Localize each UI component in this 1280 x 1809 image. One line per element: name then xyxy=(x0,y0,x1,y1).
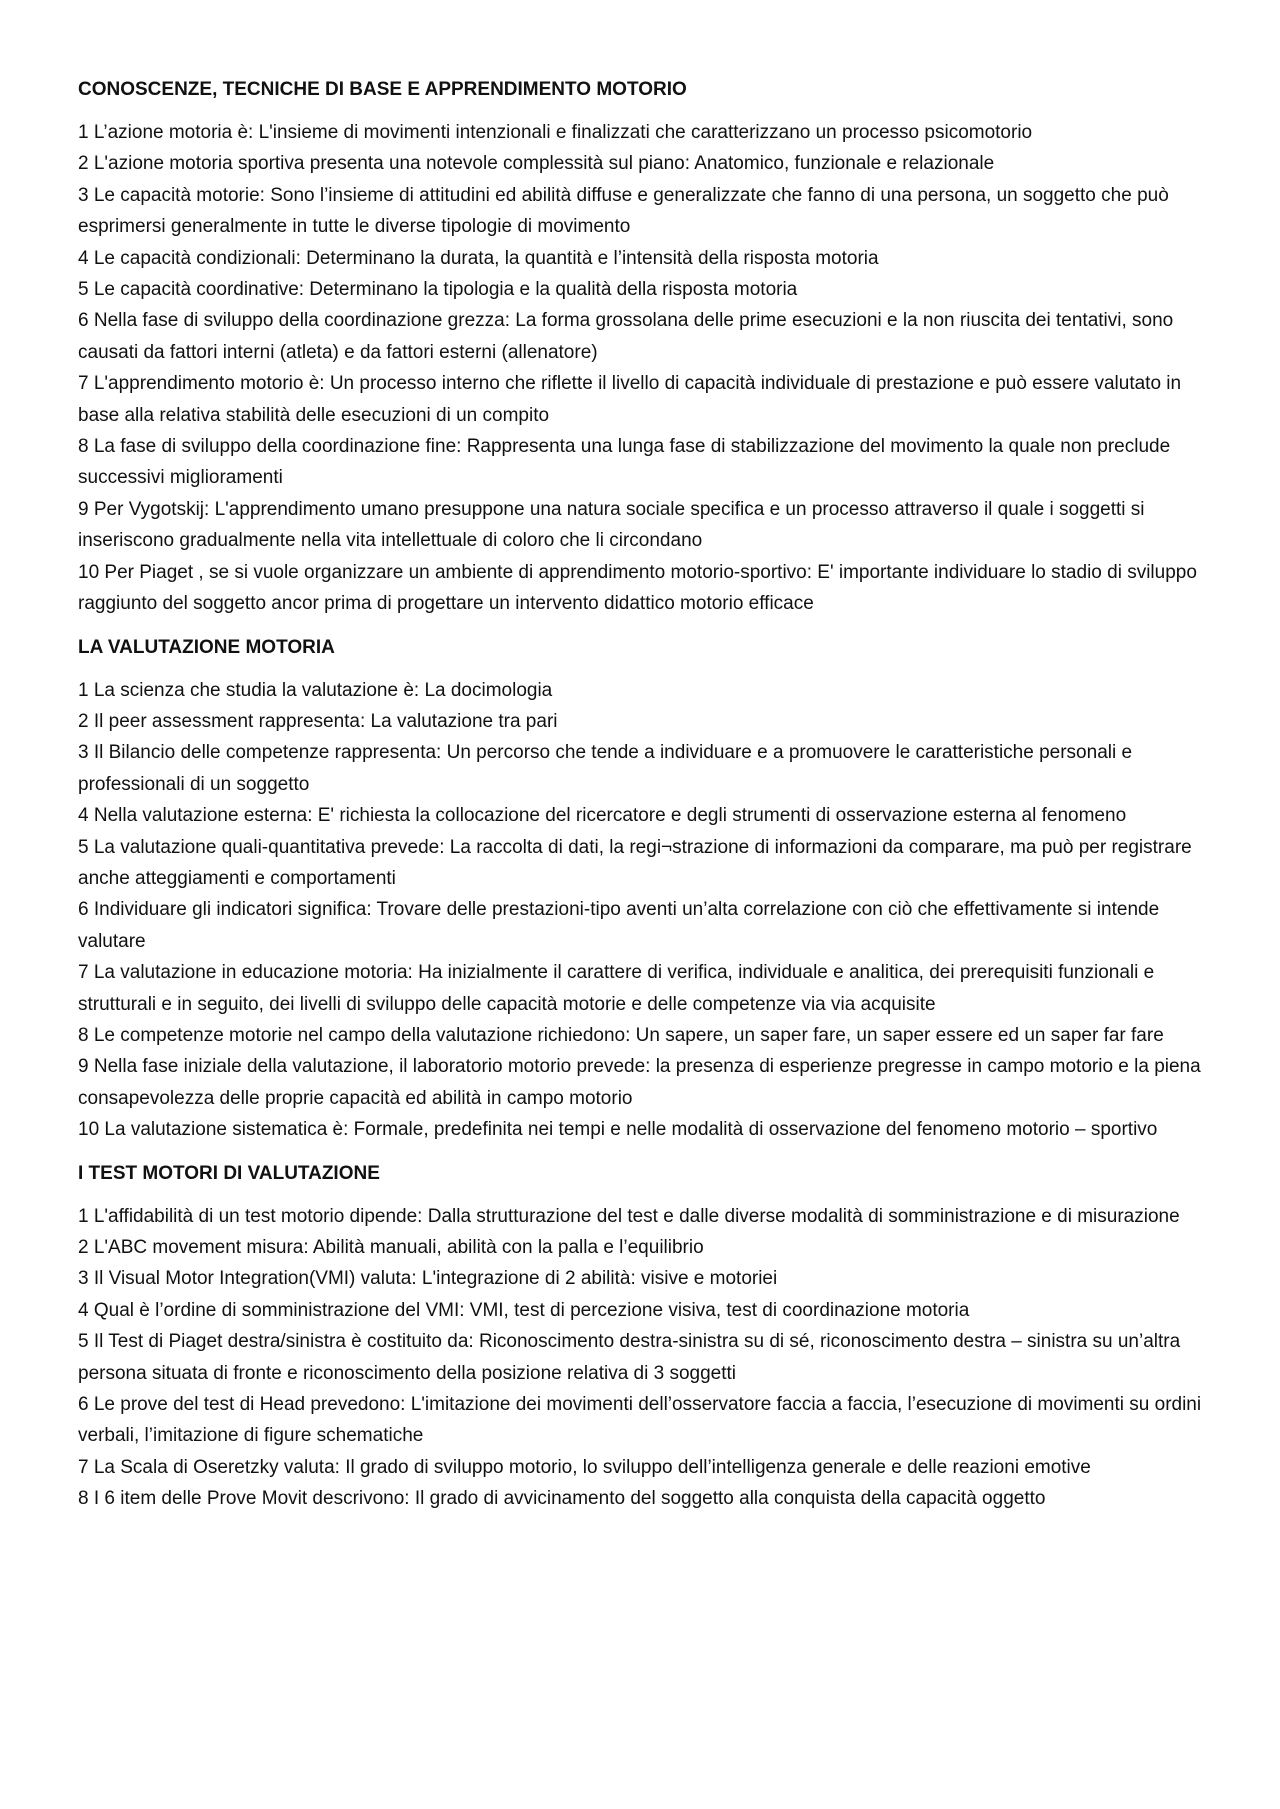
list-item: 9 Nella fase iniziale della valutazione, il laboratorio motorio prevede: la presenza di esperienze pregresse in campo motorio e la piena consapevolezza delle proprie capacità ed abilità in campo motorio xyxy=(78,1056,1201,1109)
question-list xyxy=(78,1201,1218,1515)
list-item: 9 Per Vygotskij: L'apprendimento umano presuppone una natura sociale specifica e un processo attraverso il quale i soggetti si inseriscono gradualmente nella vita intellettuale di coloro che li circondano xyxy=(78,498,1145,552)
list-item: 7 La Scala di Oseretzky valuta: Il grado di sviluppo motorio, lo sviluppo dell’intelligenza generale e delle reazioni emotive xyxy=(78,1456,1091,1478)
list-item: 5 La valutazione quali-quantitativa prevede: La raccolta di dati, la regi¬strazione di informazioni da comparare, ma può per registrare anche atteggiamenti e comportamenti xyxy=(78,836,1192,889)
list-item: 7 L'apprendimento motorio è: Un processo interno che riflette il livello di capacità individuale di prestazione e può essere valutato in base alla relativa stabilità delle esecuzioni di un compito xyxy=(78,373,1182,426)
list-item: 4 Qual è l’ordine di somministrazione del VMI: VMI, test di percezione visiva, test di coordinazione motoria xyxy=(78,1299,970,1321)
section-conoscenze xyxy=(78,74,1218,620)
section-valutazione-motoria xyxy=(78,632,1218,1146)
list-item: 2 Il peer assessment rappresenta: La valutazione tra pari xyxy=(78,710,558,732)
list-item: 2 L'azione motoria sportiva presenta una notevole complessità sul piano: Anatomico, funzionale e relazionale xyxy=(78,153,995,175)
list-item: 3 Il Bilancio delle competenze rappresenta: Un percorso che tende a individuare e a promuovere le caratteristiche personali e professionali di un soggetto xyxy=(78,742,1133,795)
question-list xyxy=(78,675,1218,1146)
list-item: 4 Nella valutazione esterna: E' richiesta la collocazione del ricercatore e degli strumenti di osservazione esterna al fenomeno xyxy=(78,805,1127,827)
section-test-motori xyxy=(78,1158,1218,1515)
list-item: 1 L'affidabilità di un test motorio dipende: Dalla strutturazione del test e dalle diverse modalità di somministrazione e di misurazione xyxy=(78,1205,1180,1227)
list-item: 6 Nella fase di sviluppo della coordinazione grezza: La forma grossolana delle prime esecuzioni e la non riuscita dei tentativi, sono causati da fattori interni (atleta) e da fattori esterni (allenatore) xyxy=(78,310,1174,363)
list-item: 6 Individuare gli indicatori significa: Trovare delle prestazioni-tipo aventi un’alta correlazione con ciò che effettivamente si intende valutare xyxy=(78,899,1160,952)
list-item: 10 La valutazione sistematica è: Formale, predefinita nei tempi e nelle modalità di osservazione del fenomeno motorio – sportivo xyxy=(78,1119,1158,1141)
list-item: 8 La fase di sviluppo della coordinazione fine: Rappresenta una lunga fase di stabilizzazione del movimento la quale non preclude successivi miglioramenti xyxy=(78,436,1171,489)
list-item: 6 Le prove del test di Head prevedono: L'imitazione dei movimenti dell’osservatore faccia a faccia, l’esecuzione di movimenti su ordini verbali, l’imitazione di figure schematiche xyxy=(78,1394,1202,1447)
list-item: 1 La scienza che studia la valutazione è: La docimologia xyxy=(78,679,553,701)
list-item: 4 Le capacità condizionali: Determinano la durata, la quantità e l’intensità della risposta motoria xyxy=(78,247,879,269)
list-item: 1 L’azione motoria è: L'insieme di movimenti intenzionali e finalizzati che caratterizzano un processo psicomotorio xyxy=(78,122,1033,143)
section-title: I TEST MOTORI DI VALUTAZIONE xyxy=(78,1162,380,1184)
list-item: 8 I 6 item delle Prove Movit descrivono: Il grado di avvicinamento del soggetto alla conquista della capacità oggetto xyxy=(78,1488,1046,1510)
list-item: 3 Il Visual Motor Integration(VMI) valuta: L'integrazione di 2 abilità: visive e motoriei xyxy=(78,1268,778,1290)
section-title: CONOSCENZE, TECNICHE DI BASE E APPRENDIMENTO MOTORIO xyxy=(78,79,687,100)
question-list xyxy=(78,117,1218,620)
document-page xyxy=(78,74,1218,1515)
list-item: 5 Le capacità coordinative: Determinano la tipologia e la qualità della risposta motoria xyxy=(78,279,798,301)
list-item: 7 La valutazione in educazione motoria: Ha inizialmente il carattere di verifica, individuale e analitica, dei prerequisiti funzionali e strutturali e in seguito, dei livelli di sviluppo delle capacità motorie e delle competenze via via acquisite xyxy=(78,962,1155,1015)
list-item: 8 Le competenze motorie nel campo della valutazione richiedono: Un sapere, un saper fare, un saper essere ed un saper far fare xyxy=(78,1024,1164,1046)
list-item: 2 L'ABC movement misura: Abilità manuali, abilità con la palla e l’equilibrio xyxy=(78,1237,704,1258)
list-item: 3 Le capacità motorie: Sono l’insieme di attitudini ed abilità diffuse e generalizzate che fanno di una persona, un soggetto che può esprimersi generalmente in tutte le diverse tipologie di movimento xyxy=(78,184,1169,238)
list-item: 10 Per Piaget , se si vuole organizzare un ambiente di apprendimento motorio-sportivo: E' importante individuare lo stadio di sviluppo raggiunto del soggetto ancor prima di progettare un intervento didattico motorio efficace xyxy=(78,561,1197,615)
list-item: 5 Il Test di Piaget destra/sinistra è costituito da: Riconoscimento destra-sinistra su di sé, riconoscimento destra – sinistra su un’altra persona situata di fronte e riconoscimento della posizione relativa di 3 soggetti xyxy=(78,1331,1181,1384)
section-title: LA VALUTAZIONE MOTORIA xyxy=(78,636,335,658)
